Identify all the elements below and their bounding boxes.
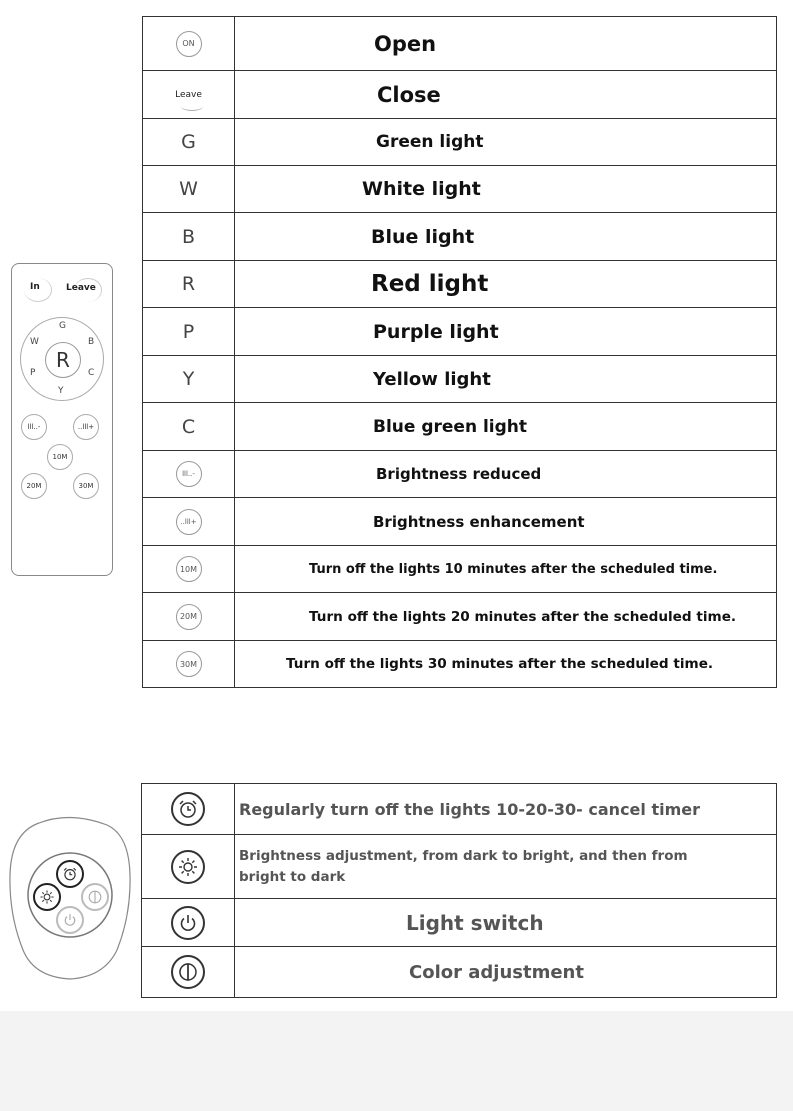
function-label: Green light [376,132,484,152]
brightness-up-button: ..lll+ [73,414,99,440]
function-label: Brightness enhancement [373,512,585,531]
half-circle-color-icon [171,955,205,989]
table-row [142,899,776,947]
c-button-icon: C [181,415,196,438]
table-row [143,546,776,593]
table-row [142,784,776,835]
function-label: Blue light [371,225,475,248]
dial-b-label: B [88,337,95,347]
function-label: Open [374,31,437,56]
icon-cell [142,784,235,834]
timer-10m-button: 10M [47,444,73,470]
icon-cell [143,451,235,497]
timer-10m-icon: 10M [176,556,202,582]
y-button-icon: Y [182,368,195,390]
function-label: White light [362,178,481,200]
leave-button-icon: Leave [175,89,202,100]
icon-cell [143,356,235,402]
remote-function-table [142,16,777,688]
alarm-clock-icon [171,792,205,826]
power-icon [171,906,205,940]
icon-cell [143,498,235,545]
table-row [143,261,776,308]
icon-cell [142,835,235,898]
icon-cell [143,546,235,592]
table-row [143,119,776,166]
function-label: Blue green light [373,416,528,437]
icon-cell [143,641,235,687]
dial-w-label: W [30,337,39,347]
r-button-icon: R [181,273,196,295]
function-label: Purple light [373,320,499,343]
table-row [143,593,776,641]
leave-button [74,278,102,302]
function-label: Light switch [406,910,544,935]
mini-remote-illustration [9,815,131,980]
icon-cell [143,119,235,165]
brightness-up-icon: ..lll+ [176,509,202,535]
function-label: Turn off the lights 20 minutes after the scheduled time. [309,608,737,625]
icon-cell [142,899,235,946]
icon-cell [143,593,235,640]
w-button-icon: W [179,178,198,200]
function-label: Yellow light [373,368,491,390]
icon-cell [143,213,235,260]
mini-brightness-button [33,883,61,911]
color-dial [20,317,104,401]
b-button-icon: B [181,225,196,248]
function-label: Turn off the lights 30 minutes after the scheduled time. [286,656,714,672]
function-label: Turn off the lights 10 minutes after the scheduled time. [309,561,718,577]
mini-alarm-button [56,860,84,888]
table-row [143,17,776,71]
in-button [24,278,52,302]
brightness-down-button: lll..- [21,414,47,440]
footer-background [0,1011,793,1111]
table-row [142,835,776,899]
mini-remote-function-table [141,783,777,998]
table-row [143,166,776,213]
dial-g-label: G [59,321,66,331]
mini-color-button [81,883,109,911]
dial-c-label: C [88,368,95,378]
icon-cell [143,17,235,70]
p-button-icon: P [182,320,195,343]
function-label: Close [377,82,441,107]
leave-button-label: Leave [66,283,96,293]
brightness-down-icon: lll..- [176,461,202,487]
table-row [143,641,776,688]
g-button-icon: G [181,131,196,153]
icon-cell [143,71,235,118]
icon-cell [143,308,235,355]
r-center-button: R [45,342,81,378]
on-button-icon: ON [176,31,202,57]
function-label: Red light [371,271,489,297]
table-row [143,451,776,498]
table-row [142,947,776,998]
icon-cell [143,403,235,450]
function-label: Regularly turn off the lights 10-20-30- cancel timer [239,799,700,819]
function-label: Brightness reduced [376,465,542,483]
remote-control-illustration [11,263,113,576]
table-row [143,308,776,356]
mini-power-button [56,906,84,934]
icon-cell [142,947,235,997]
timer-30m-icon: 30M [176,651,202,677]
function-label: Color adjustment [409,961,584,983]
table-row [143,498,776,546]
function-label: Brightness adjustment, from dark to bright, and then from bright to dark [239,847,688,885]
icon-cell [143,261,235,307]
timer-20m-button: 20M [21,473,47,499]
dial-y-label: Y [58,386,64,396]
table-row [143,356,776,403]
table-row [143,71,776,119]
table-row [143,403,776,451]
table-row [143,213,776,261]
in-button-label: In [30,282,40,292]
sun-brightness-icon [171,850,205,884]
timer-30m-button: 30M [73,473,99,499]
timer-20m-icon: 20M [176,604,202,630]
dial-p-label: P [30,368,36,378]
icon-cell [143,166,235,212]
